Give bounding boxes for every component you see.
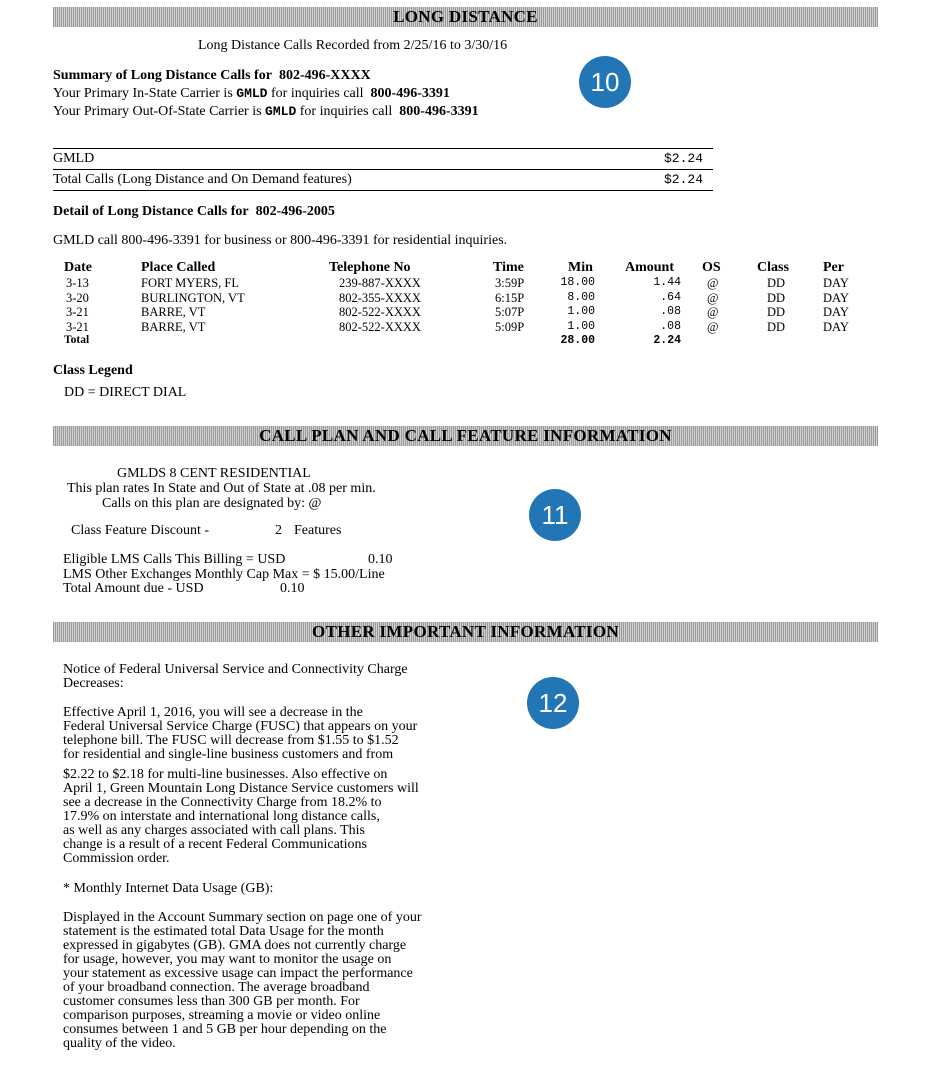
summary-table	[53, 148, 713, 191]
callout-badge-11: 11	[529, 489, 581, 541]
eligible-value: 0.10	[368, 552, 393, 567]
call-plan-banner: CALL PLAN AND CALL FEATURE INFORMATION	[53, 426, 878, 446]
notice-heading: Notice of Federal Universal Service and Connectivity Charge Decreases:	[63, 662, 408, 691]
callout-badge-10: 10	[579, 56, 631, 108]
callout-badge-12: 12	[527, 677, 579, 729]
table-total-row: Total 28.00 2.24	[64, 334, 681, 347]
total-due-label: Total Amount due - USD	[63, 581, 204, 596]
summary-row-total: Total Calls (Long Distance and On Demand features) $2.24	[53, 169, 713, 191]
fusc-paragraph-1: Effective April 1, 2016, you will see a decrease in the Federal Universal Service Charge (FUSC) that appears on your telephone bill. The FUSC will decrease from $1.55 to $1.52 for residential and single-line business customers and from	[63, 705, 418, 762]
calls-table	[63, 260, 863, 349]
data-usage-title: * Monthly Internet Data Usage (GB):	[63, 881, 274, 896]
class-legend-item: DD = DIRECT DIAL	[64, 385, 187, 400]
class-legend-title: Class Legend	[53, 363, 133, 378]
total-due-value: 0.10	[280, 581, 305, 596]
summary-row-gmld: GMLD $2.24	[53, 148, 713, 169]
table-row: 3-13 FORT MYERS, FL 239-887-XXXX 3:59P 18.00 1.44 @ DD DAY	[66, 276, 849, 290]
cap-text: LMS Other Exchanges Monthly Cap Max = $ 15.00/Line	[63, 567, 385, 582]
instate-carrier-line: Your Primary In-State Carrier is GMLD for inquiries call 800-496-3391	[53, 86, 450, 101]
feature-discount-label: Class Feature Discount -	[71, 523, 210, 538]
table-row: 3-21 BARRE, VT 802-522-XXXX 5:07P 1.00 .08 @ DD DAY	[66, 305, 849, 319]
eligible-label: Eligible LMS Calls This Billing = USD	[63, 552, 286, 567]
detail-heading: Detail of Long Distance Calls for 802-496-2005	[53, 204, 335, 219]
fusc-paragraph-2: $2.22 to $2.18 for multi-line businesses. Also effective on April 1, Green Mountain Long Distance Service customers will see a decrease in the Connectivity Charge from 18.2% to 17.9% on interstate and international long distance calls, as well as any charges associated with call plans. This change is a result of a recent Federal Communications Commission order.	[63, 767, 419, 866]
feature-word: Features	[294, 523, 342, 538]
calls-table-header: Date Place Called Telephone No Time Min Amount OS Class Per	[64, 260, 844, 275]
outstate-carrier-line: Your Primary Out-Of-State Carrier is GMLD for inquiries call 800-496-3391	[53, 104, 479, 119]
detail-note: GMLD call 800-496-3391 for business or 800-496-3391 for residential inquiries.	[53, 233, 508, 248]
plan-rate: This plan rates In State and Out of State at .08 per min.	[67, 481, 376, 496]
plan-designated: Calls on this plan are designated by: @	[102, 496, 322, 511]
table-row: 3-21 BARRE, VT 802-522-XXXX 5:09P 1.00 .08 @ DD DAY	[66, 319, 849, 334]
other-info-banner: OTHER IMPORTANT INFORMATION	[53, 622, 878, 642]
plan-name: GMLDS 8 CENT RESIDENTIAL	[117, 466, 311, 481]
data-usage-paragraph: Displayed in the Account Summary section on page one of your statement is the estimated total Data Usage for the month expressed in gigabytes (GB). GMA does not currently charge for usage, however, you may want to monitor the usage on your statement as excessive usage can impact the performance of your broadband connection. The average broadband customer consumes less than 300 GB per month. For comparison purposes, streaming a movie or video online consumes between 1 and 5 GB per hour depending on the quality of the video.	[63, 910, 422, 1051]
feature-count: 2	[275, 523, 282, 538]
table-row: 3-20 BURLINGTON, VT 802-355-XXXX 6:15P 8.00 .64 @ DD DAY	[66, 290, 849, 305]
summary-block	[53, 67, 479, 121]
summary-heading: Summary of Long Distance Calls for 802-496-XXXX	[53, 68, 371, 83]
long-distance-banner: LONG DISTANCE	[53, 7, 878, 27]
calls-recorded-text: Long Distance Calls Recorded from 2/25/16 to 3/30/16	[198, 38, 508, 53]
